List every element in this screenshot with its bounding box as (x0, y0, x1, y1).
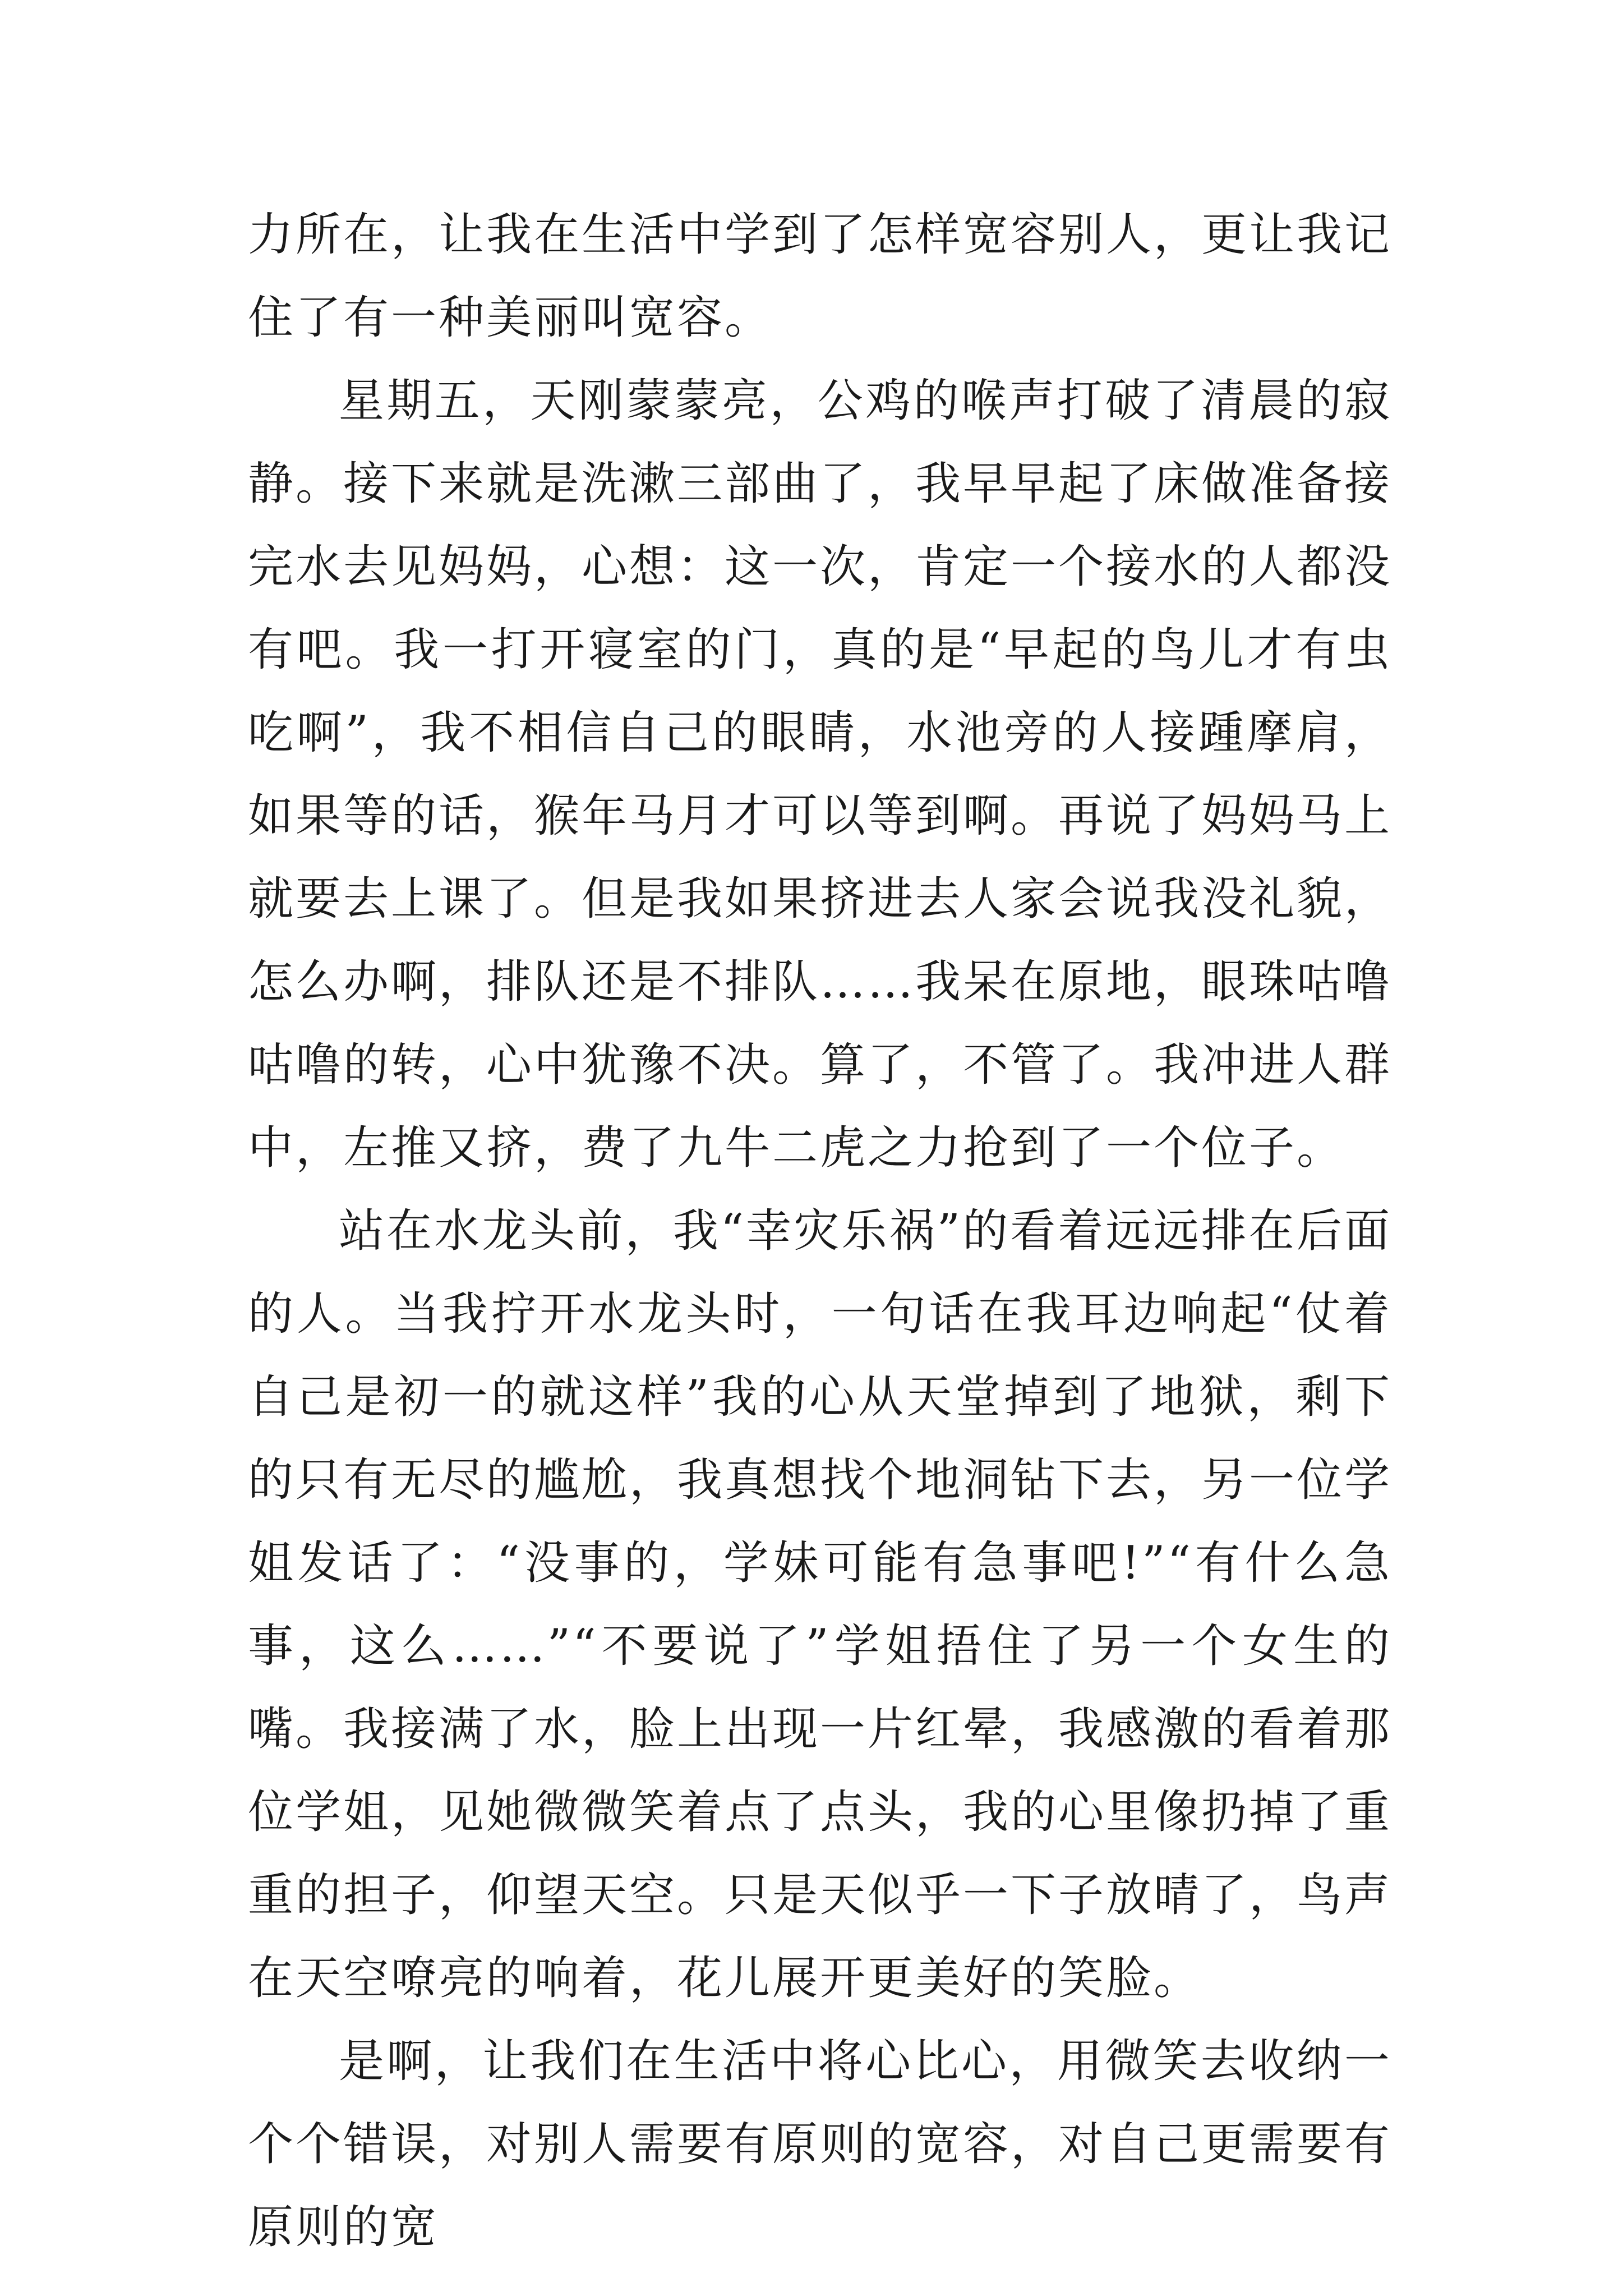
paragraph-4: 是啊，让我们在生活中将心比心，用微笑去收纳一个个错误，对别人需要有原则的宽容，对自己更需要有原则的宽 (248, 2035, 1393, 2254)
paragraph-1: 力所在，让我在生活中学到了怎样宽容别人，更让我记住了有一种美丽叫宽容。 (248, 209, 1393, 344)
body-text (248, 194, 1392, 2269)
paragraph-2: 星期五，天刚蒙蒙亮，公鸡的喉声打破了清晨的寂静。接下来就是洗漱三部曲了，我早早起了床做准备接完水去见妈妈，心想：这一次，肯定一个接水的人都没有吧。我一打开寝室的门，真的是“早起的鸟儿才有虫吃啊”，我不相信自己的眼睛，水池旁的人接踵摩肩，如果等的话，猴年马月才可以等到啊。再说了妈妈马上就要去上课了。但是我如果挤进去人家会说我没礼貌，怎么办啊，排队还是不排队……我呆在原地，眼珠咕噜咕噜的转，心中犹豫不决。算了，不管了。我冲进人群中，左推又挤，费了九牛二虎之力抢到了一个位子。 (248, 375, 1393, 1175)
paragraph-3: 站在水龙头前，我“幸灾乐祸”的看着远远排在后面的人。当我拧开水龙头时，一句话在我耳边响起“仗着自己是初一的就这样”我的心从天堂掉到了地狱，剩下的只有无尽的尴尬，我真想找个地洞钻下去，另一位学姐发话了：“没事的，学妹可能有急事吧!”“有什么急事，这么……”“不要说了”学姐捂住了另一个女生的嘴。我接满了水，脸上出现一片红晕，我感激的看着那位学姐，见她微微笑着点了点头，我的心里像扔掉了重重的担子，仰望天空。只是天似乎一下子放晴了，鸟声在天空嘹亮的响着，花儿展开更美好的笑脸。 (248, 1205, 1393, 2005)
